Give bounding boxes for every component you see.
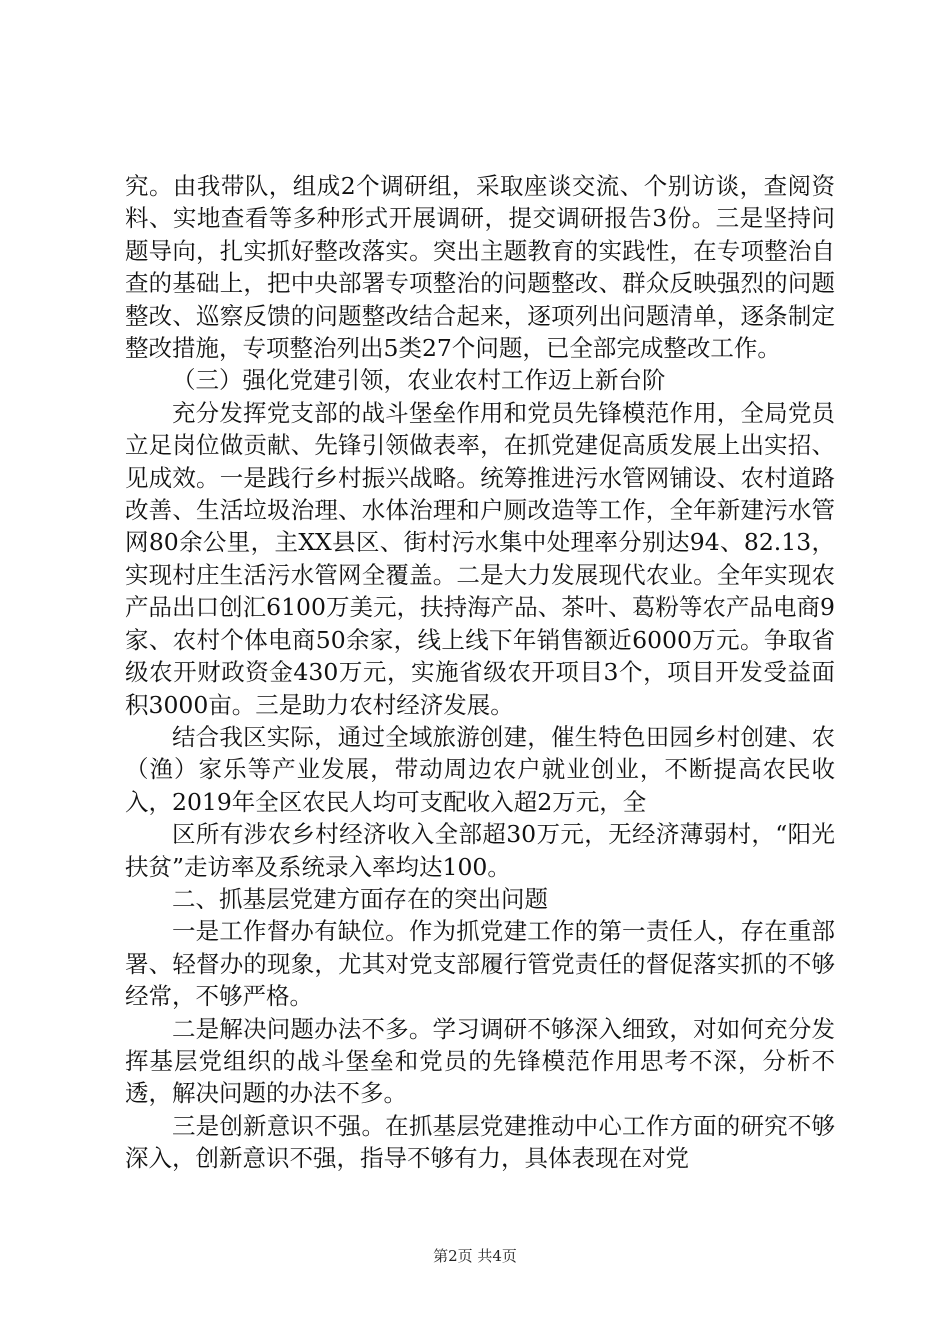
paragraph-party-leadership: 充分发挥党支部的战斗堡垒作用和党员先锋模范作用，全局党员立足岗位做贡献、先锋引领做表率，在抓党建促高质发展上出实招、见成效。一是践行乡村振兴战略。统筹推进污水管网铺设、农村道路改善、生活垃圾治理、水体治理和户厕改造等工作，全年新建污水管网80余公里，主XX县区、街村污水集中处理率分别达94、82.13，实现村庄生活污水管网全覆盖。二是大力发展现代农业。全年实现农产品出口创汇6100万美元，扶持海产品、茶叶、葛粉等农产品电商9家、农村个体电商50余家，线上线下年销售额近6000万元。争取省级农开财政资金430万元，实施省级农开项目3个，项目开发受益面积3000亩。三是助力农村经济发展。 (125, 398, 835, 719)
paragraph-continuation: 究。由我带队，组成2个调研组，采取座谈交流、个别访谈，查阅资料、实地查看等多种形式开展调研，提交调研报告3份。三是坚持问题导向，扎实抓好整改落实。突出主题教育的实践性，在专项整治自查的基础上，把中央部署专项整治的问题整改、群众反映强烈的问题整改、巡察反馈的问题整改结合起来，逐项列出问题清单，逐条制定整改措施，专项整治列出5类27个问题，已全部完成整改工作。 (125, 172, 835, 363)
paragraph-problem-1: 一是工作督办有缺位。作为抓党建工作的第一责任人，存在重部署、轻督办的现象，尤其对党支部履行管党责任的督促落实抓的不够经常，不够严格。 (125, 917, 835, 1011)
paragraph-rural-income: 区所有涉农乡村经济收入全部超30万元，无经济薄弱村，“阳光扶贫”走访率及系统录入率均达100。 (125, 820, 835, 881)
paragraph-problem-2: 二是解决问题办法不多。学习调研不够深入细致，对如何充分发挥基层党组织的战斗堡垒和党员的先锋模范作用思考不深，分析不透，解决问题的办法不多。 (125, 1014, 835, 1108)
section-heading-3: （三）强化党建引领，农业农村工作迈上新台阶 (172, 366, 666, 395)
section-heading-problems: 二、抓基层党建方面存在的突出问题 (172, 884, 548, 913)
paragraph-problem-3: 三是创新意识不强。在抓基层党建推动中心工作方面的研究不够深入，创新意识不强，指导不够有力，具体表现在对党 (125, 1111, 835, 1173)
document-body (125, 170, 835, 1175)
page-number-footer: 第2页 共4页 (433, 1247, 517, 1265)
paragraph-local-practice: 结合我区实际，通过全域旅游创建，催生特色田园乡村创建、农（渔）家乐等产业发展，带动周边农户就业创业，不断提高农民收入，2019年全区农民人均可支配收入超2万元，全 (125, 722, 835, 816)
